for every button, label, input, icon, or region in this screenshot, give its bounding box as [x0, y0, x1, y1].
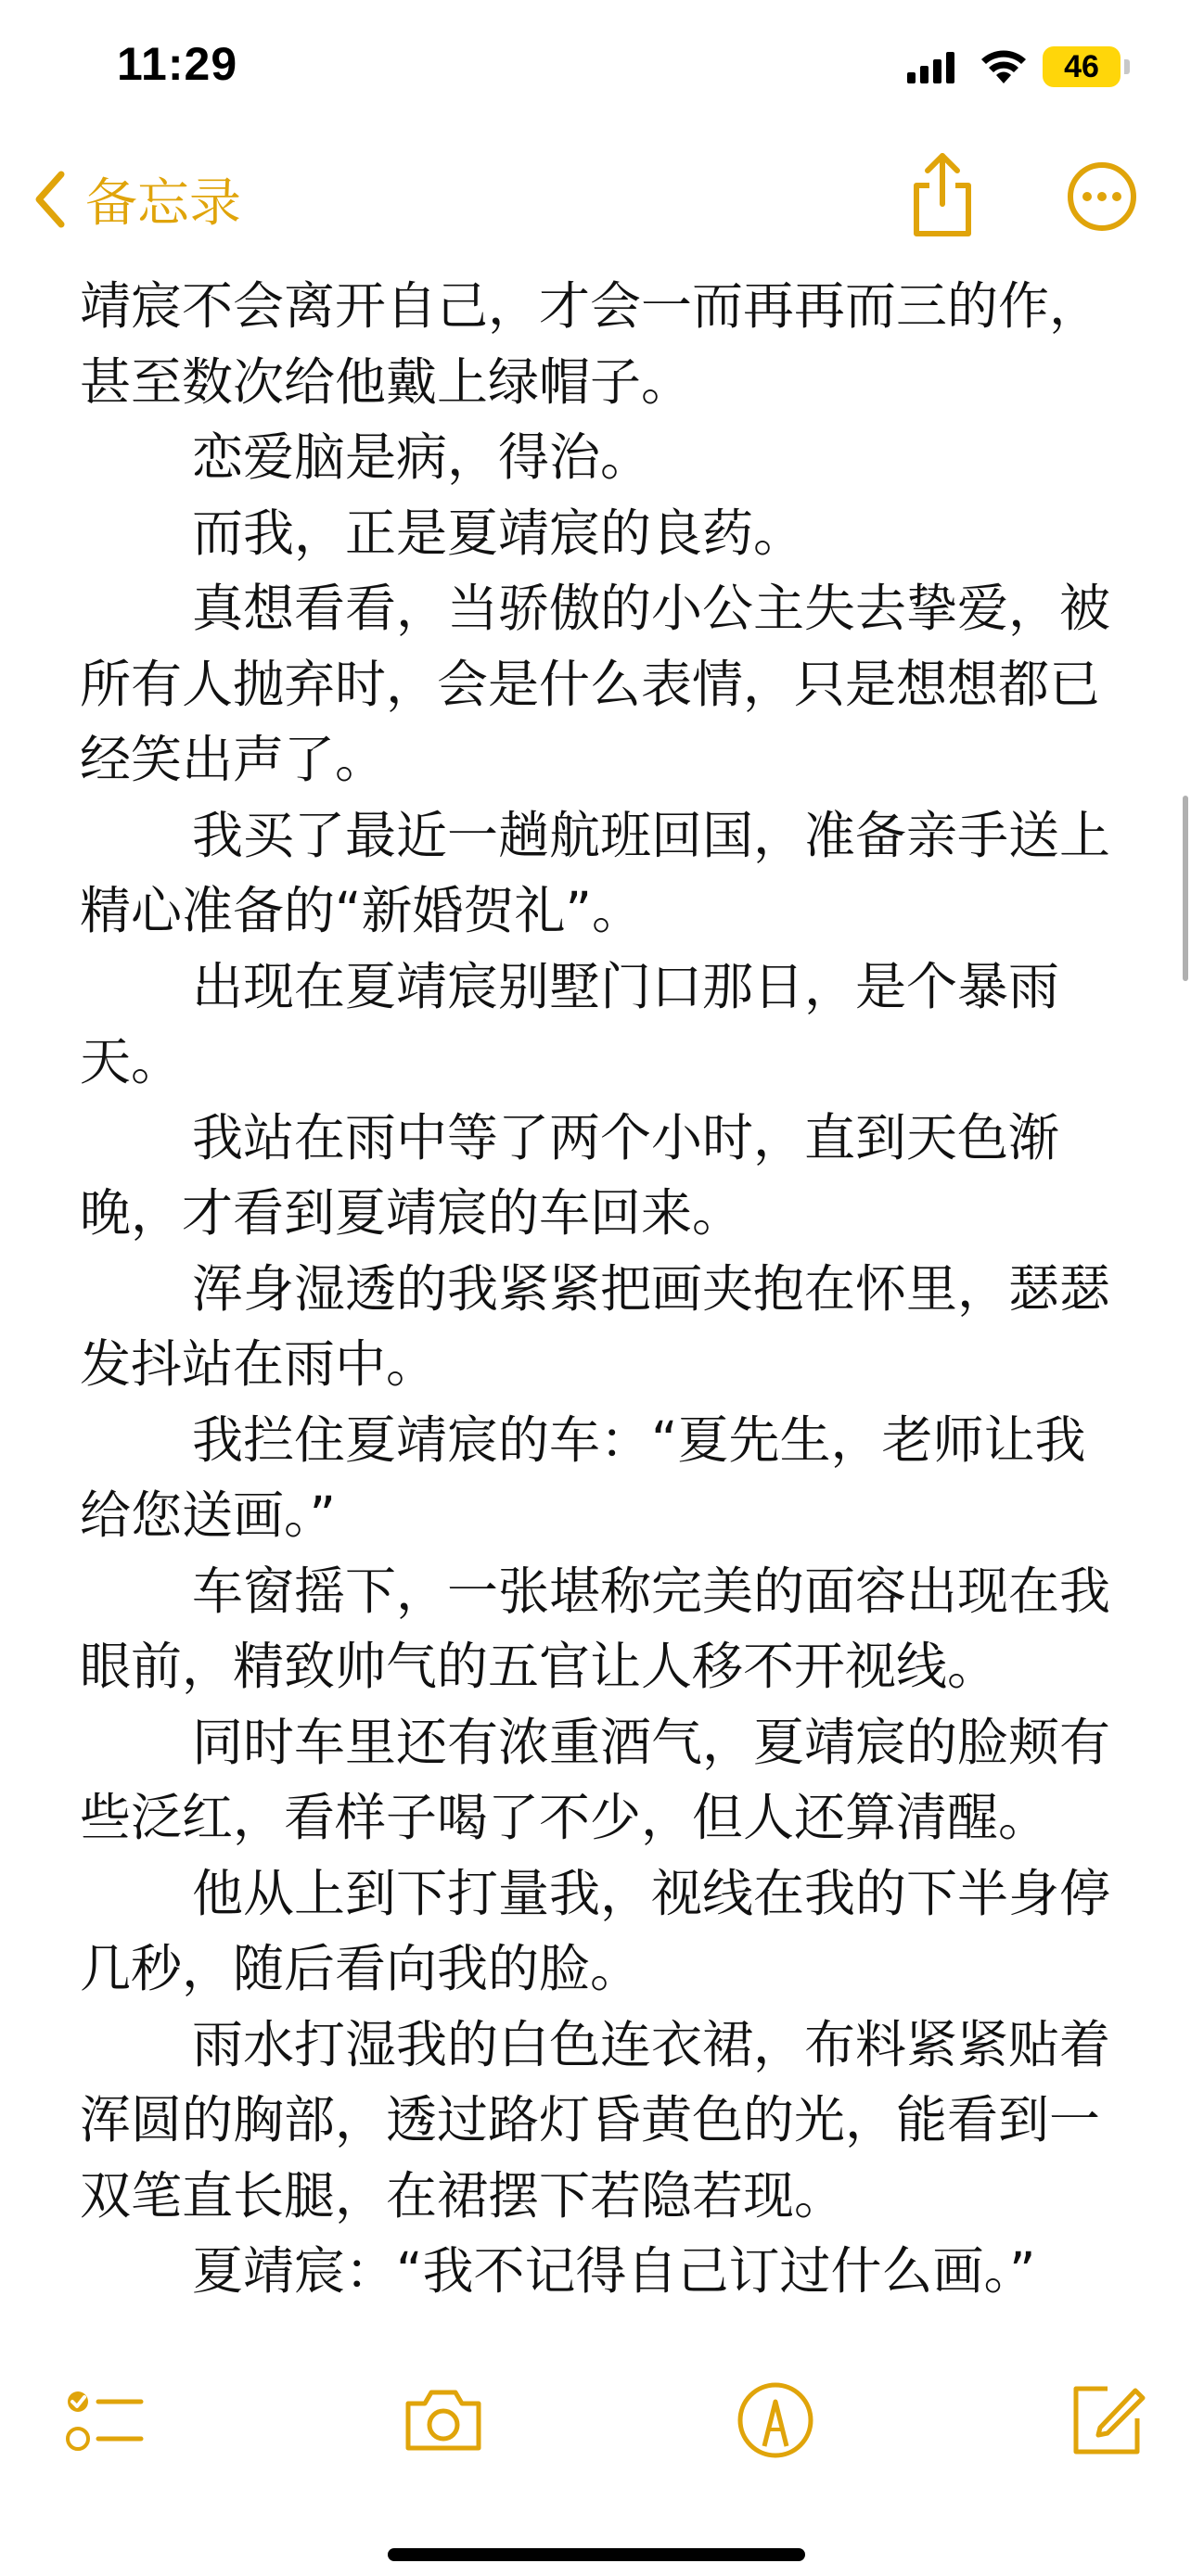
- wifi-icon: [980, 48, 1028, 85]
- note-paragraph: 而我，正是夏靖宸的良药。: [192, 503, 805, 563]
- note-paragraph: 他从上到下打量我，视线在我的下半身停几秒，随后看向我的脸。: [80, 1863, 1111, 1998]
- note-paragraph: 浑身湿透的我紧紧把画夹抱在怀里，瑟瑟发抖站在雨中。: [80, 1258, 1111, 1394]
- markup-pen-icon[interactable]: [729, 2374, 822, 2467]
- note-paragraph: 雨水打湿我的白色连衣裙，布料紧紧贴着浑圆的胸部，透过路灯昏黄色的光，能看到一双笔直长腿，在裙摆下若隐若现。: [80, 2014, 1111, 2225]
- camera-icon[interactable]: [397, 2374, 490, 2467]
- battery-indicator: 46: [1043, 46, 1121, 87]
- bottom-toolbar: [0, 2374, 1191, 2485]
- note-body[interactable]: [80, 269, 1119, 2310]
- battery-tip: [1124, 59, 1130, 74]
- share-icon[interactable]: [905, 148, 980, 241]
- back-button[interactable]: [30, 158, 241, 241]
- status-time: 11:29: [117, 38, 238, 90]
- checklist-icon[interactable]: [59, 2374, 152, 2467]
- note-paragraph: 我站在雨中等了两个小时，直到天色渐晚，才看到夏靖宸的车回来。: [80, 1107, 1060, 1243]
- back-label: 备忘录: [85, 173, 241, 234]
- note-paragraph: 夏靖宸：“我不记得自己订过什么画。”: [192, 2241, 1036, 2301]
- status-bar: [0, 0, 1191, 139]
- chevron-left-icon: [30, 167, 70, 232]
- note-paragraph: 靖宸不会离开自己，才会一而再再而三的作，甚至数次给他戴上绿帽子。: [80, 276, 1101, 412]
- note-paragraph: 出现在夏靖宸别墅门口那日，是个暴雨天。: [80, 956, 1060, 1091]
- cellular-signal-icon: [907, 52, 957, 83]
- note-paragraph: 恋爱脑是病，得治。: [192, 427, 652, 487]
- note-paragraph: 车窗摇下，一张堪称完美的面容出现在我眼前，精致帅气的五官让人移不开视线。: [80, 1561, 1111, 1696]
- note-paragraph: 同时车里还有浓重酒气，夏靖宸的脸颊有些泛红，看样子喝了不少，但人还算清醒。: [80, 1712, 1111, 1847]
- compose-icon[interactable]: [1059, 2374, 1152, 2467]
- nav-bar: [0, 139, 1191, 260]
- note-paragraph: 我买了最近一趟航班回国，准备亲手送上精心准备的“新婚贺礼”。: [80, 805, 1111, 940]
- note-paragraph: 我拦住夏靖宸的车：“夏先生，老师让我给您送画。”: [80, 1409, 1086, 1545]
- home-indicator[interactable]: [388, 2548, 805, 2561]
- more-options-icon[interactable]: [1065, 159, 1139, 234]
- note-paragraph: 真想看看，当骄傲的小公主失去挚爱，被所有人抛弃时，会是什么表情，只是想想都已经笑出声了。: [80, 579, 1111, 789]
- scroll-indicator[interactable]: [1183, 796, 1188, 981]
